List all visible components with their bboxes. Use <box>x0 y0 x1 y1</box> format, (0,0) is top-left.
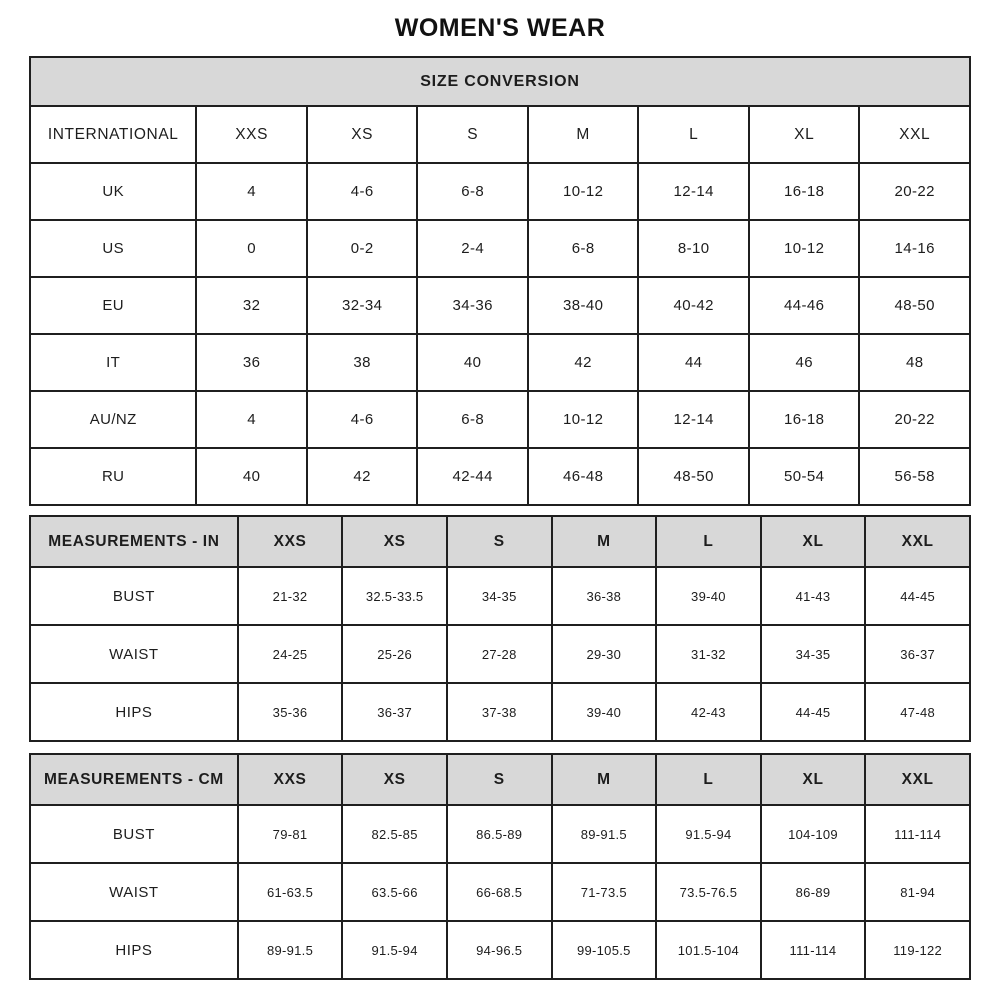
cell: 27-28 <box>447 625 552 683</box>
cell: 36-37 <box>342 683 447 741</box>
cell: 4-6 <box>307 391 418 448</box>
row-label: EU <box>30 277 196 334</box>
cell: 89-91.5 <box>552 805 657 863</box>
cell: 86-89 <box>761 863 866 921</box>
cell: 48-50 <box>638 448 749 505</box>
table-title-row <box>30 57 970 106</box>
column-header: XL <box>761 754 866 805</box>
column-header: MEASUREMENTS - CM <box>30 754 238 805</box>
row-label: AU/NZ <box>30 391 196 448</box>
cell: 32 <box>196 277 307 334</box>
cell: 86.5-89 <box>447 805 552 863</box>
cell: 44 <box>638 334 749 391</box>
column-header: XL <box>749 106 860 163</box>
table-row <box>30 805 970 863</box>
column-header: L <box>656 516 761 567</box>
row-label: BUST <box>30 805 238 863</box>
cell: 44-45 <box>761 683 866 741</box>
cell: 101.5-104 <box>656 921 761 979</box>
cell: 37-38 <box>447 683 552 741</box>
table-row <box>30 921 970 979</box>
cell: 4 <box>196 391 307 448</box>
cell: 44-45 <box>865 567 970 625</box>
cell: 39-40 <box>656 567 761 625</box>
row-label: HIPS <box>30 921 238 979</box>
cell: 50-54 <box>749 448 860 505</box>
cell: 42-43 <box>656 683 761 741</box>
cell: 6-8 <box>417 391 528 448</box>
cell: 32-34 <box>307 277 418 334</box>
cell: 44-46 <box>749 277 860 334</box>
cell: 79-81 <box>238 805 343 863</box>
row-label: IT <box>30 334 196 391</box>
cell: 71-73.5 <box>552 863 657 921</box>
column-header: S <box>447 754 552 805</box>
measurements-in-table <box>29 515 971 742</box>
column-header: XXL <box>859 106 970 163</box>
cell: 14-16 <box>859 220 970 277</box>
cell: 10-12 <box>749 220 860 277</box>
row-label: WAIST <box>30 625 238 683</box>
cell: 104-109 <box>761 805 866 863</box>
column-header: XL <box>761 516 866 567</box>
cell: 46 <box>749 334 860 391</box>
cell: 12-14 <box>638 391 749 448</box>
cell: 66-68.5 <box>447 863 552 921</box>
column-header: MEASUREMENTS - IN <box>30 516 238 567</box>
table-row <box>30 163 970 220</box>
cell: 42 <box>307 448 418 505</box>
cell: 34-35 <box>761 625 866 683</box>
column-header: XS <box>342 754 447 805</box>
cell: 39-40 <box>552 683 657 741</box>
cell: 8-10 <box>638 220 749 277</box>
cell: 12-14 <box>638 163 749 220</box>
column-header: XXS <box>196 106 307 163</box>
row-label: HIPS <box>30 683 238 741</box>
table-title: SIZE CONVERSION <box>30 57 970 106</box>
cell: 36-38 <box>552 567 657 625</box>
cell: 0-2 <box>307 220 418 277</box>
cell: 6-8 <box>528 220 639 277</box>
cell: 10-12 <box>528 163 639 220</box>
column-header: XXS <box>238 754 343 805</box>
row-label: US <box>30 220 196 277</box>
column-header: INTERNATIONAL <box>30 106 196 163</box>
table-row <box>30 567 970 625</box>
cell: 40 <box>196 448 307 505</box>
table-row <box>30 391 970 448</box>
column-header: XS <box>307 106 418 163</box>
column-header: XXS <box>238 516 343 567</box>
cell: 82.5-85 <box>342 805 447 863</box>
column-header: XXL <box>865 754 970 805</box>
cell: 111-114 <box>761 921 866 979</box>
cell: 89-91.5 <box>238 921 343 979</box>
cell: 40 <box>417 334 528 391</box>
cell: 16-18 <box>749 391 860 448</box>
cell: 42-44 <box>417 448 528 505</box>
cell: 4 <box>196 163 307 220</box>
cell: 48-50 <box>859 277 970 334</box>
column-header: XS <box>342 516 447 567</box>
cell: 41-43 <box>761 567 866 625</box>
cell: 0 <box>196 220 307 277</box>
row-label: UK <box>30 163 196 220</box>
cell: 34-36 <box>417 277 528 334</box>
cell: 91.5-94 <box>342 921 447 979</box>
table-row <box>30 334 970 391</box>
row-label: RU <box>30 448 196 505</box>
cell: 20-22 <box>859 391 970 448</box>
table-row <box>30 220 970 277</box>
column-header: S <box>417 106 528 163</box>
row-label: BUST <box>30 567 238 625</box>
cell: 4-6 <box>307 163 418 220</box>
cell: 35-36 <box>238 683 343 741</box>
column-header: S <box>447 516 552 567</box>
cell: 32.5-33.5 <box>342 567 447 625</box>
cell: 94-96.5 <box>447 921 552 979</box>
cell: 81-94 <box>865 863 970 921</box>
cell: 24-25 <box>238 625 343 683</box>
column-header: M <box>552 754 657 805</box>
cell: 16-18 <box>749 163 860 220</box>
cell: 31-32 <box>656 625 761 683</box>
cell: 47-48 <box>865 683 970 741</box>
cell: 21-32 <box>238 567 343 625</box>
column-header: M <box>552 516 657 567</box>
cell: 61-63.5 <box>238 863 343 921</box>
page-title: WOMEN'S WEAR <box>394 14 606 42</box>
cell: 73.5-76.5 <box>656 863 761 921</box>
cell: 36-37 <box>865 625 970 683</box>
column-header: L <box>638 106 749 163</box>
cell: 6-8 <box>417 163 528 220</box>
table-row <box>30 863 970 921</box>
cell: 42 <box>528 334 639 391</box>
cell: 36 <box>196 334 307 391</box>
cell: 2-4 <box>417 220 528 277</box>
size-conversion-table <box>29 56 971 506</box>
row-label: WAIST <box>30 863 238 921</box>
cell: 34-35 <box>447 567 552 625</box>
column-header: M <box>528 106 639 163</box>
cell: 63.5-66 <box>342 863 447 921</box>
header-row <box>30 516 970 567</box>
table-row <box>30 277 970 334</box>
cell: 10-12 <box>528 391 639 448</box>
table-row <box>30 625 970 683</box>
cell: 48 <box>859 334 970 391</box>
cell: 56-58 <box>859 448 970 505</box>
cell: 29-30 <box>552 625 657 683</box>
measurements-cm-table <box>29 753 971 980</box>
cell: 40-42 <box>638 277 749 334</box>
cell: 25-26 <box>342 625 447 683</box>
column-header: XXL <box>865 516 970 567</box>
table-row <box>30 683 970 741</box>
cell: 119-122 <box>865 921 970 979</box>
cell: 91.5-94 <box>656 805 761 863</box>
cell: 111-114 <box>865 805 970 863</box>
cell: 38-40 <box>528 277 639 334</box>
header-row <box>30 754 970 805</box>
cell: 20-22 <box>859 163 970 220</box>
column-header: L <box>656 754 761 805</box>
cell: 99-105.5 <box>552 921 657 979</box>
cell: 46-48 <box>528 448 639 505</box>
table-row <box>30 448 970 505</box>
header-row <box>30 106 970 163</box>
cell: 38 <box>307 334 418 391</box>
